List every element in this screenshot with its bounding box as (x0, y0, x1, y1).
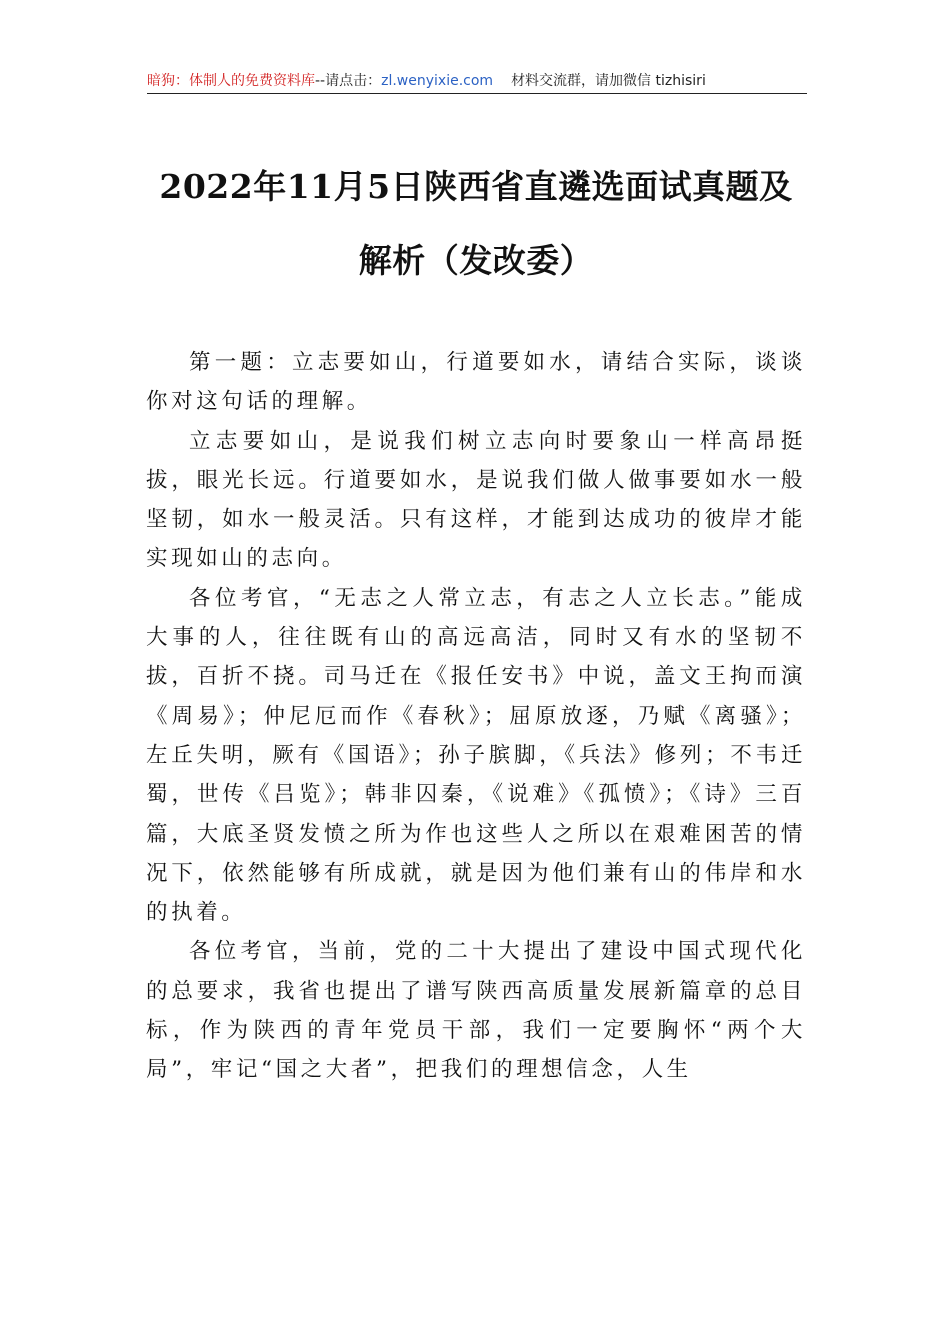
header-group-info: 材料交流群，请加微信 tizhisiri (511, 73, 706, 89)
header-brand: 暗狗：体制人的免费资料库 (147, 73, 315, 89)
paragraph-examples: 各位考官，“无志之人常立志，有志之人立长志。”能成大事的人，往往既有山的高远高洁，同时又有水的坚韧不拔，百折不挠。司马迁在《报任安书》中说，盖文王拘而演《周易》；仲尼厄而作《春秋》；屈原放逐，乃赋《离骚》；左丘失明，厥有《国语》；孙子膑脚，《兵法》修列；不韦迁蜀，世传《吕览》；韩非囚秦，《说难》《孤愤》；《诗》三百篇，大底圣贤发愤之所为作也这些人之所以在艰难困苦的情况下，依然能够有所成就，就是因为他们兼有山的伟岸和水的执着。 (146, 585, 806, 926)
document-title: 2022年11月5日陕西省直遴选面试真题及解析（发改委） (159, 167, 793, 280)
header-url-link[interactable]: zl.wenyixie.com (381, 73, 494, 89)
paragraph-explanation: 立志要如山，是说我们树立志向时要象山一样高昂挺拔，眼光长远。行道要如水，是说我们做人做事要如水一般坚韧，如水一般灵活。只有这样，才能到达成功的彼岸才能实现如山的志向。 (146, 428, 806, 572)
page-header (147, 69, 807, 94)
header-click-prompt: --请点击： (315, 73, 382, 89)
paragraph-question: 第一题：立志要如山，行道要如水，请结合实际，谈谈你对这句话的理解。 (146, 350, 806, 415)
paragraph-current-context: 各位考官，当前，党的二十大提出了建设中国式现代化的总要求，我省也提出了谱写陕西高质量发展新篇章的总目标，作为陕西的青年党员干部，我们一定要胸怀“两个大局”，牢记“国之大者”，把我们的理想信念，人生 (146, 939, 806, 1083)
document-body (146, 343, 806, 1090)
